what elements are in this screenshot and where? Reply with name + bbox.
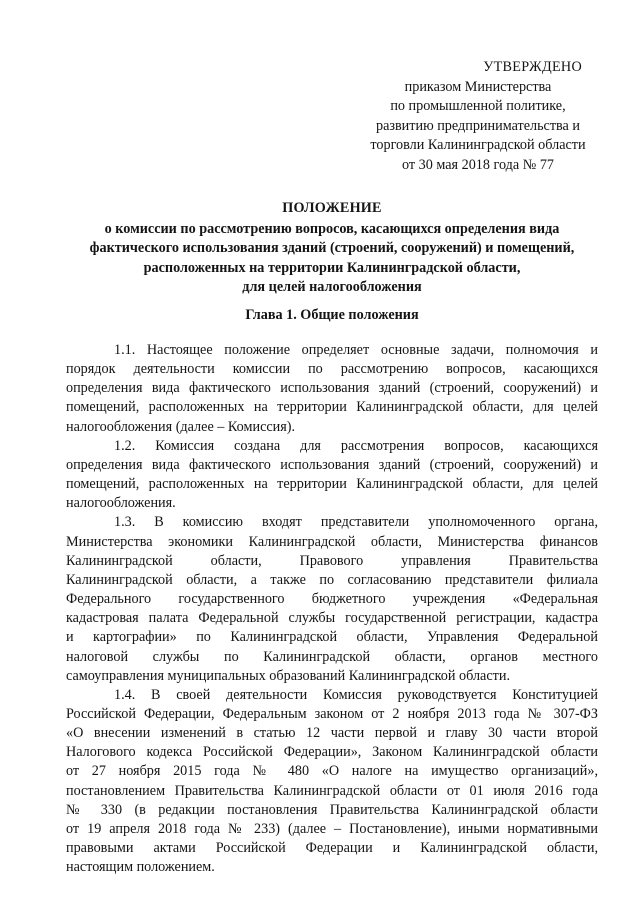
paragraph-4	[66, 686, 598, 878]
paragraph-3	[66, 513, 598, 685]
paragraph-line: и картографии» по Калининградской области, Управления Федеральной	[66, 629, 598, 646]
paragraph-line: от 19 апреля 2018 года № 233) (далее – Постановление), иными нормативными	[66, 820, 598, 837]
paragraph-line: № 330 (в редакции постановления Правительства Калининградской области	[66, 801, 598, 818]
paragraph-line: «О внесении изменений в статью 12 части первой и главу 30 части второй	[66, 725, 598, 742]
paragraph-line: от 27 ноября 2015 года № 480 «О налоге на имущество организаций»,	[66, 763, 598, 780]
document-title-line: расположенных на территории Калининградской области,	[143, 259, 521, 276]
paragraph-line: самоуправления муниципальных образований Калининградской области.	[66, 667, 510, 684]
approved-label: УТВЕРЖДЕНО	[483, 59, 582, 75]
approval-line: приказом Министерства	[404, 78, 552, 95]
paragraph-line: налогообложения (далее – Комиссия).	[66, 418, 296, 435]
paragraph-line: помещений, расположенных на территории Калининградской области, для целей	[66, 399, 598, 416]
paragraph-line: помещений, расположенных на территории Калининградской области, для целей	[66, 476, 598, 493]
paragraph-line: Федерального государственного бюджетного учреждения «Федеральная	[66, 591, 598, 608]
paragraph-line: 1.4. В своей деятельности Комиссия руководствуется Конституцией	[114, 686, 598, 703]
paragraph-line: Российской Федерации, Федеральным законом от 2 ноября 2013 года № 307-ФЗ	[66, 705, 598, 722]
paragraph-line: кадастровая палата Федеральной службы государственной регистрации, кадастра	[66, 610, 598, 627]
paragraph-1	[66, 341, 598, 437]
paragraph-line: постановлением Правительства Калининградской области от 01 июля 2016 года	[66, 782, 598, 799]
paragraph-line: 1.2. Комиссия создана для рассмотрения вопросов, касающихся	[114, 437, 598, 454]
paragraph-line: налоговой службы по Калининградской области, органов местного	[66, 648, 598, 665]
approval-line: развитию предпринимательства и	[375, 117, 580, 134]
paragraph-line: Министерства экономики Калининградской области, Министерства финансов	[66, 533, 598, 550]
paragraph-line: Калининградской области, а также по согласованию представители филиала	[66, 571, 598, 588]
paragraph-line: настоящим положением.	[66, 859, 215, 876]
document-title-line: для целей налогообложения	[242, 279, 422, 296]
document-title-line: о комиссии по рассмотрению вопросов, касающихся определения вида	[104, 220, 560, 237]
approval-stamp-block	[360, 58, 596, 175]
paragraph-line: Калининградской области, Правового управления Правительства	[66, 552, 598, 569]
paragraph-line: 1.3. В комиссию входят представители уполномоченного органа,	[114, 514, 598, 531]
paragraph-2	[66, 437, 598, 514]
paragraph-line: определения вида фактического использования зданий (строений, сооружений) и	[66, 380, 598, 397]
approval-line: по промышленной политике,	[390, 98, 566, 114]
paragraph-line: налогообложения.	[66, 495, 176, 512]
chapter-heading: Глава 1. Общие положения	[245, 307, 419, 323]
paragraph-line: определения вида фактического использования зданий (строений, сооружений) и	[66, 456, 598, 473]
document-title	[66, 199, 598, 298]
paragraph-line: правовыми актами Российской Федерации и Калининградской области,	[66, 840, 598, 857]
approval-order-date: от 30 мая 2018 года № 77	[401, 156, 555, 173]
document-title-main: ПОЛОЖЕНИЕ	[282, 200, 382, 216]
document-body	[66, 341, 598, 877]
paragraph-line: 1.1. Настоящее положение определяет основные задачи, полномочия и	[114, 342, 598, 358]
paragraph-line: порядок деятельности комиссии по рассмотрению вопросов, касающихся	[66, 361, 598, 378]
paragraph-line: Налогового кодекса Российской Федерации», Законом Калининградской области	[66, 744, 598, 761]
approval-line: торговли Калининградской области	[370, 137, 586, 153]
document-title-line: фактического использования зданий (строений, сооружений) и помещений,	[89, 240, 575, 257]
